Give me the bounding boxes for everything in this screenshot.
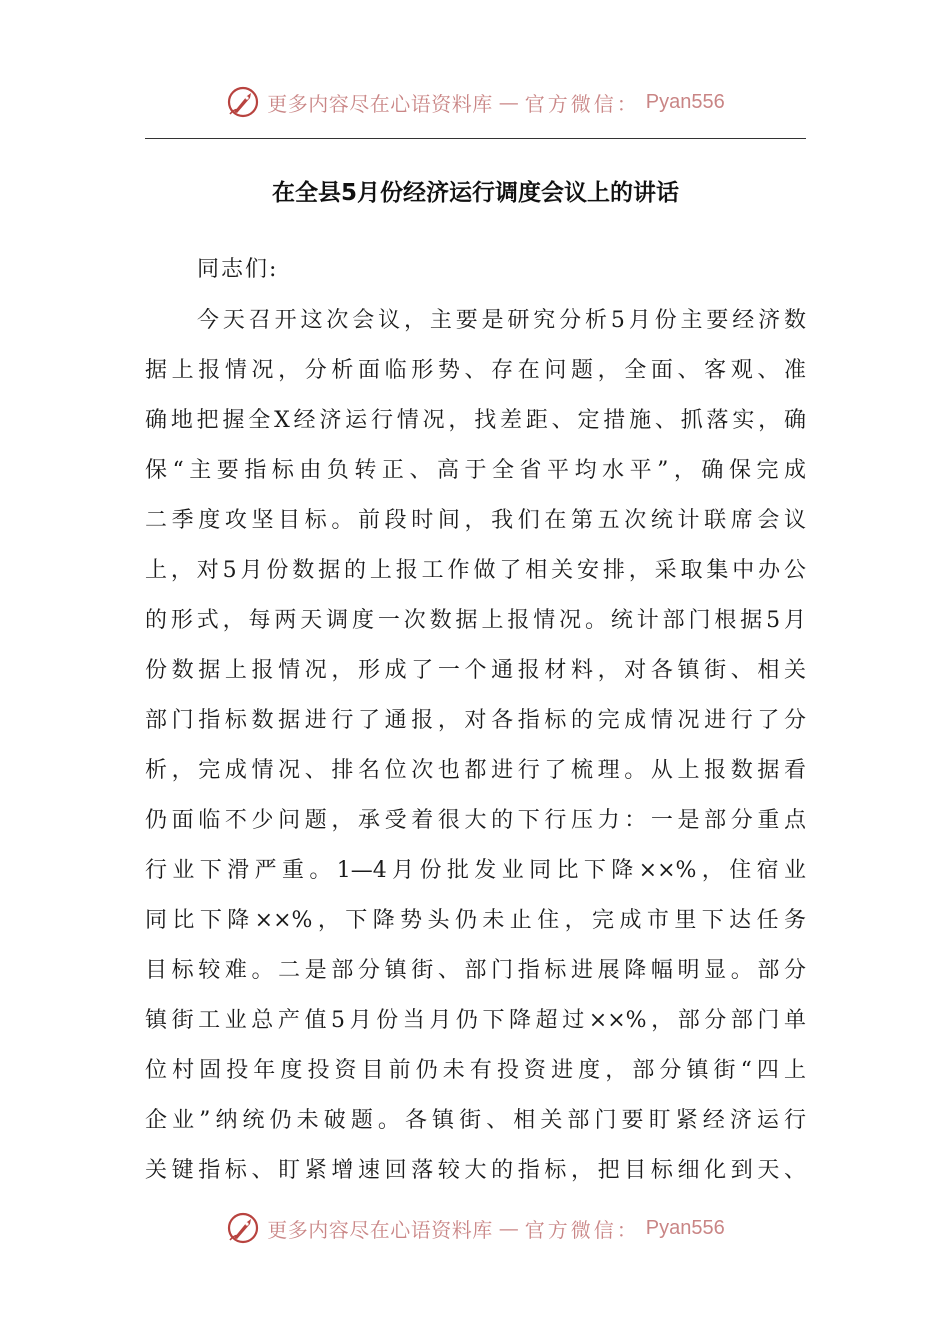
banner-dash: — [498,1216,519,1240]
body-line: 关键指标、盯紧增速回落较大的指标，把目标细化到天、 [145,1158,806,1183]
body-line: 目标较难。二是部分镇街、部门指标进展降幅明显。部分 [145,958,806,983]
banner-official-label: 官方微信： [524,91,640,116]
body-line: 行业下滑严重。1—4月份批发业同比下降××%，住宿业 [145,858,806,883]
footer-banner [0,1208,950,1248]
body-line: 同比下降××%，下降势头仍未止住，完成市里下达任务 [145,908,806,933]
body-line: 今天召开这次会议，主要是研究分析5月份主要经济数 [197,308,806,333]
pen-nib-logo-icon [225,84,261,120]
banner-dash: — [498,90,519,114]
document-title: 在全县5月份经济运行调度会议上的讲话 [271,180,679,206]
body-line: 确地把握全X经济运行情况，找差距、定措施、抓落实，确 [145,408,806,433]
body-line: 析，完成情况、排名位次也都进行了梳理。从上报数据看 [145,758,806,783]
body-line: 保“主要指标由负转正、高于全省平均水平”，确保完成 [145,458,806,483]
body-line: 二季度攻坚目标。前段时间，我们在第五次统计联席会议 [145,508,806,533]
body-line: 的形式，每两天调度一次数据上报情况。统计部门根据5月 [145,608,806,633]
body-line: 企业”纳统仍未破题。各镇街、相关部门要盯紧经济运行 [145,1108,806,1133]
body-line: 镇街工业总产值5月份当月仍下降超过××%，部分部门单 [145,1008,806,1033]
banner-slogan: 更多内容尽在心语资料库 [267,91,493,116]
banner-slogan: 更多内容尽在心语资料库 [267,1217,493,1242]
body-line: 上，对5月份数据的上报工作做了相关安排，采取集中办公 [145,558,806,583]
body-line: 份数据上报情况，形成了一个通报材料，对各镇街、相关 [145,658,806,683]
salutation: 同志们: [197,257,279,282]
body-line: 仍面临不少问题，承受着很大的下行压力：一是部分重点 [145,808,806,833]
pen-nib-logo-icon [225,1210,261,1246]
header-divider [145,138,806,139]
body-line: 据上报情况，分析面临形势、存在问题，全面、客观、准 [145,358,806,383]
banner-wechat-id: Pyan556 [645,90,725,113]
document-body [145,296,806,1196]
body-line: 位村固投年度投资目前仍未有投资进度，部分镇街“四上 [145,1058,806,1083]
body-line: 部门指标数据进行了通报，对各指标的完成情况进行了分 [145,708,806,733]
header-banner [0,82,950,122]
banner-official-label: 官方微信： [524,1217,640,1242]
banner-wechat-id: Pyan556 [645,1216,725,1239]
